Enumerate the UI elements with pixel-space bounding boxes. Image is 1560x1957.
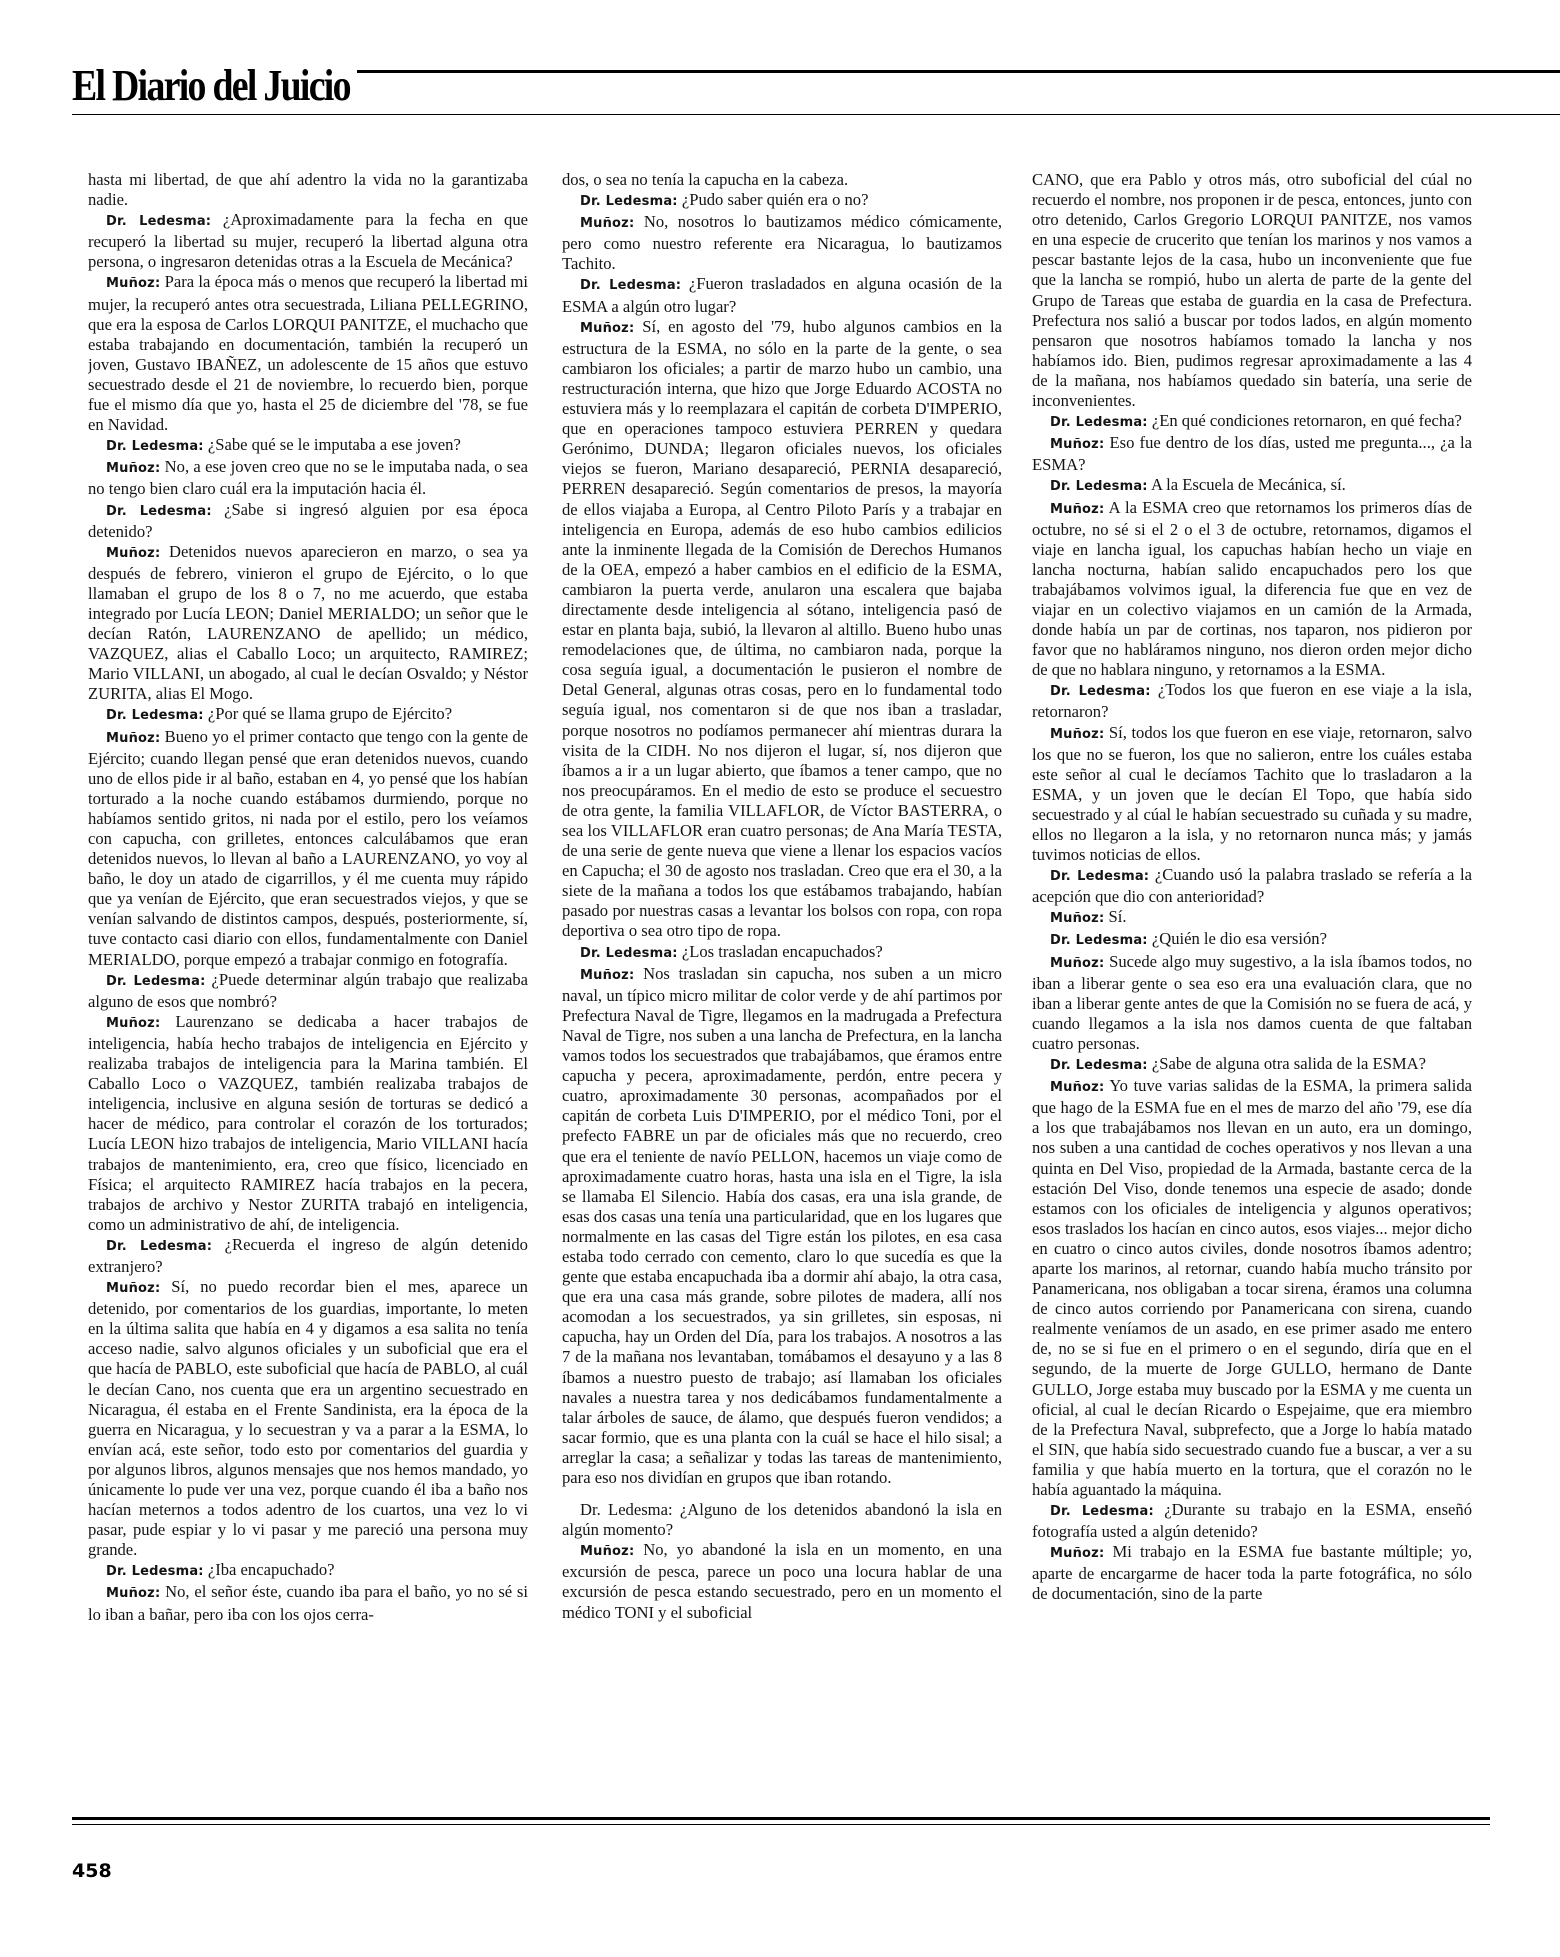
speaker-ledesma-label: Dr. Ledesma: [580, 945, 678, 961]
paragraph-text: Laurenzano se dedicaba a hacer trabajos de inteligencia, había hecho trabajos de inteligencia en Ejército y realizaba trabajos de inteligencia para la Marina también. El Caballo Loco o VAZQUEZ, también realizaba trabajos de inteligencia, inclusive en alguna sesión de torturas se dedicó a hacer de médico, para controlar el corazón de los torturados; Lucía LEON hizo trabajos de inteligencia, Mario VILLANI hacía trabajos de mantenimiento, era, creo que físico, licenciado en Física; el arquitecto RAMIREZ hacía trabajos en la pecera, trabajos de archivo y Nestor ZURITA trabajó en inteligencia, como un administrativo de ahí, de inteligencia. [88, 1011, 528, 1234]
paragraph-text: No, nosotros lo bautizamos médico cómicamente, pero como nuestro referente era Nicaragua, lo bautizamos Tachito. [562, 212, 1002, 274]
speaker-munoz-label: Muñoz: [580, 320, 635, 336]
paragraph-text: ¿Por qué se llama grupo de Ejército? [207, 704, 453, 724]
paragraph-text: A la ESMA creo que retornamos los primeros días de octubre, no sé si el 2 o el 3 de octubre, retornamos, digamos el viaje en lancha igual, los capuchas habían hecho un viaje en lancha nocturna, habían salido encapuchados pero los que trabajábamos volvimos igual, la diferencia fue que en vez de viajar en un colectivo viajamos en un camión de la Armada, donde había un par de cortinas, nos taparon, nos pidieron por favor que no habláramos ninguno, nos dieron orden mejor dicho de que no hablara ninguno, y retornamos a la ESMA. [1032, 497, 1472, 680]
speaker-munoz-label: Muñoz: [106, 545, 161, 561]
speaker-munoz-label: Muñoz: [1050, 501, 1105, 517]
answer-paragraph [562, 317, 1002, 942]
question-paragraph [1032, 680, 1472, 722]
answer-paragraph [1032, 907, 1472, 929]
publication-title: El Diario del Juicio [72, 61, 350, 110]
paragraph-text: No, yo abandoné la isla en un momento, en una excursión de pesca, parece un poco una locura hablar de una excursión de pesca estando secuestrado, pero en un momento el médico TONI y el suboficial [562, 1540, 1002, 1622]
speaker-ledesma-label: Dr. Ledesma: [1050, 1058, 1148, 1074]
footer-rule-thin [72, 1824, 1490, 1825]
question-paragraph [88, 704, 528, 726]
continued-paragraph [1032, 170, 1472, 411]
answer-paragraph [88, 457, 528, 499]
paragraph-text: Nos trasladan sin capucha, nos suben a un micro naval, un típico micro militar de color verde y de ahí partimos por Prefectura Naval de Tigre, llegamos en la madrugada a Prefectura Naval de Tigre, nos suben a una lancha de Prefectura, en la lancha vamos todos los secuestrados que trabajábamos, que éramos entre capucha y pecera, aproximadamente, perdón, entre pecera y cuatro, aproximadamente 30 personas, acompañados por el capitán de corbeta Luis D'IMPERIO, por el médico Toni, por el prefecto FABRE un par de oficiales más que no recuerdo, creo que era el teniente de navío PELLON, hacemos un viaje como de aproximadamente cuatro horas, hasta una isla en el Tigre, la isla se llamaba El Silencio. Había dos casas, era una isla grande, de esas dos casas una tenía una particularidad, que en los lugares que normalmente en las casas del Tigre están los pilotes, en esa casa estaba todo cerrado con cemento, claro lo que sucedía es que la gente que estaba encapuchada iba a dormir ahí abajo, la otra casa, que era una casa más grande, sobre pilotes de madera, allí nos acomodan a los secuestrados, ya sin grilletes, sin esposas, ni capucha, hay un Orden del Día, para los trabajos. A nosotros a las 7 de la mañana nos levantaban, tomábamos el desayuno y a las 8 íbamos a nuestro puesto de trabajo; así llamaban los oficiales navales a nuestra tarea y nos dedicábamos fundamentalmente a talar árboles de sauce, de álamo, que después fueron vendidos; a sacar formio, que es una planta con la cuál se hace el hilo sisal; a arreglar la casa; a señalizar y todas las tareas de mantenimiento, para eso nos dividían en grupos que iban rotando. [562, 963, 1002, 1487]
answer-paragraph [1032, 1076, 1472, 1500]
paragraph-text: ¿Aproximadamente para la fecha en que recuperó la libertad su mujer, recuperó la libertad alguna otra persona, o ingresaron detenidas otras a la Escuela de Mecánica? [88, 210, 528, 272]
question-paragraph [1032, 865, 1472, 907]
question-paragraph [1032, 1054, 1472, 1076]
answer-paragraph [88, 1277, 528, 1560]
speaker-ledesma-label: Dr. Ledesma: [106, 503, 212, 519]
speaker-ledesma-label: Dr. Ledesma: [106, 214, 212, 230]
speaker-munoz-label: Muñoz: [1050, 911, 1105, 927]
article-column-2 [562, 170, 1002, 1780]
paragraph-text: Sí. [1108, 907, 1127, 927]
answer-paragraph [562, 212, 1002, 274]
question-paragraph [1032, 475, 1472, 497]
paragraph-text: ¿Iba encapuchado? [207, 1560, 335, 1580]
answer-paragraph [1032, 1542, 1472, 1604]
paragraph-text: ¿Quién le dio esa versión? [1151, 929, 1327, 949]
continued-paragraph [88, 170, 528, 210]
speaker-ledesma-label: Dr. Ledesma: [1050, 1504, 1154, 1520]
speaker-ledesma-label: Dr. Ledesma: [580, 194, 678, 210]
question-paragraph [562, 274, 1002, 316]
paragraph-text: ¿Durante su trabajo en la ESMA, enseñó fotografía usted a algún detenido? [1032, 1500, 1472, 1542]
answer-paragraph [1032, 498, 1472, 681]
paragraph-text: A la Escuela de Mecánica, sí. [1150, 475, 1346, 495]
question-paragraph [562, 942, 1002, 964]
question-paragraph [562, 190, 1002, 212]
answer-paragraph [562, 1540, 1002, 1622]
paragraph-text: dos, o sea no tenía la capucha en la cabeza. [562, 170, 849, 189]
speaker-munoz-label: Muñoz: [1050, 437, 1105, 453]
paragraph-text: ¿En qué condiciones retornaron, en qué fecha? [1151, 411, 1462, 431]
answer-paragraph [562, 964, 1002, 1488]
speaker-munoz-label: Muñoz: [106, 461, 161, 477]
question-paragraph [1032, 929, 1472, 951]
continued-paragraph [562, 170, 1002, 190]
speaker-munoz-label: Muñoz: [106, 730, 161, 746]
question-paragraph [88, 500, 528, 542]
answer-paragraph [1032, 723, 1472, 866]
speaker-munoz-label: Muñoz: [106, 1281, 161, 1297]
paragraph-text: ¿Sabe si ingresó alguien por esa época detenido? [88, 499, 528, 541]
paragraph-text: ¿Los trasladan encapuchados? [681, 941, 883, 961]
answer-paragraph [88, 727, 528, 970]
speaker-munoz-label: Muñoz: [106, 276, 161, 292]
question-paragraph [1032, 1500, 1472, 1542]
paragraph-text: ¿Fueron trasladados en alguna ocasión de la ESMA a algún otro lugar? [562, 274, 1002, 316]
speaker-ledesma-label: Dr. Ledesma: [106, 439, 204, 455]
speaker-munoz-label: Muñoz: [580, 1544, 635, 1560]
masthead-bottom-rule [72, 114, 1560, 115]
speaker-munoz-label: Muñoz: [1050, 726, 1105, 742]
answer-paragraph [1032, 433, 1472, 475]
paragraph-text: ¿Pudo saber quién era o no? [681, 190, 869, 210]
paragraph-text: Dr. Ledesma: ¿Alguno de los detenidos abandonó la isla en algún momento? [562, 1500, 1002, 1540]
speaker-ledesma-label: Dr. Ledesma: [1050, 479, 1148, 495]
paragraph-text: ¿Sabe qué se le imputaba a ese joven? [207, 435, 461, 455]
speaker-ledesma-label: Dr. Ledesma: [1050, 684, 1151, 700]
speaker-munoz-label: Muñoz: [1050, 1546, 1105, 1562]
paragraph-text: ¿Todos los que fueron en ese viaje a la isla, retornaron? [1032, 680, 1472, 722]
speaker-ledesma-label: Dr. Ledesma: [106, 1564, 204, 1580]
speaker-ledesma-label: Dr. Ledesma: [1050, 933, 1148, 949]
question-paragraph [88, 1560, 528, 1582]
answer-paragraph [1032, 952, 1472, 1054]
paragraph-text: Sucede algo muy sugestivo, a la isla íbamos todos, no iban a liberar gente o sea eso era una evaluación clara, que no iban a liberar gente antes de que la Comisión no se fuera de acá, y cuando llegamos a la isla nos damos cuenta de que faltaban cuatro personas. [1032, 951, 1472, 1053]
masthead-top-rule [357, 70, 1560, 73]
speaker-ledesma-label: Dr. Ledesma: [106, 1238, 213, 1254]
question-paragraph [88, 1235, 528, 1277]
speaker-ledesma-label: Dr. Ledesma: [106, 973, 206, 989]
paragraph-text: No, el señor éste, cuando iba para el baño, yo no sé si lo iban a bañar, pero iba con los ojos cerra- [88, 1582, 528, 1624]
question-paragraph [1032, 411, 1472, 433]
paragraph-text: Sí, no puedo recordar bien el mes, aparece un detenido, por comentarios de los guardias, importante, lo meten en la última salita que había en 4 y digamos a esa salita no tenía acceso nadie, salvo algunos oficiales y un suboficial que era el que hacía de PABLO, este suboficial que hacía de PABLO, al cuál le decían Cano, nos cuenta que era un argentino secuestrado en Nicaragua, él estaba en el Frente Sandinista, era la época de la guerra en Nicaragua, y lo secuestran y va a parar a la ESMA, lo envían acá, este señor, todo esto por comentarios del guardia y por algunos libros, algunos mensajes que nos hemos mandado, yo únicamente lo pude ver una vez, porque cuando él iba a baño nos hacían meternos a todos adentro de los cuartos, una vez lo vi pasar, pude espiar y lo vi pasar y me pareció una persona muy grande. [88, 1277, 528, 1560]
question-paragraph [88, 970, 528, 1012]
speaker-munoz-label: Muñoz: [1050, 955, 1105, 971]
paragraph-text: Sí, en agosto del '79, hubo algunos cambios en la estructura de la ESMA, no sólo en la parte de la gente, o sea cambiaron los oficiales; a partir de marzo hubo un cambio, una restructuración interna, que hizo que Jorge Eduardo ACOSTA no estuviera más y lo reemplazara el capitán de corbeta D'IMPERIO, que en operaciones tampoco estuviera PERREN y quedara Gerónimo, DUNDA; llegaron oficiales nuevos, los oficiales viejos se fueron, Mariano desapareció, PERNIA desapareció, PERREN desapareció. Según comentarios de presos, la mayoría de ellos viajaba a Europa, al Centro Piloto París y a trabajar en inteligencia en Europa, además de eso hubo cambios edilicios ante la inminente llegada de la Comisión de Derechos Humanos de la OEA, empezó a haber cambios en el edificio de la ESMA, cambiaron la puerta verde, anularon una escalera que bajaba directamente desde inteligencia al sótano, inteligencia pasó de estar en planta baja, subió, la llevaron al altillo. Bueno hubo unas remodelaciones que, de última, no cambiaron nada, porque la cosa seguía igual, a documentación le pusieron el nombre de Detal General, algunas otras cosas, pero en lo fundamental todo seguía igual, nos comentaron si de que nos iban a trasladar, porque nosotros no podíamos permanecer ahí mientras durara la visita de la CIDH. No nos dijeron el lugar, sí, nos dijeron que íbamos a ir a un lugar abierto, que íbamos a tener campo, que no nos preocupáramos. En el medio de esto se produce el secuestro de otra gente, la familia VILLAFLOR, de Víctor BASTERRA, o sea los VILLAFLOR eran cuatro personas; de Ana María TESTA, de una serie de gente nueva que viene a llenar los espacios vacíos en Capucha; el 30 de agosto nos trasladan. Creo que era el 30, a la siete de la mañana a todos los que estábamos trabajando, habían pasado por nuestras casas a levantar los bolsos con ropa, con ropa deportiva o sea otro tipo de ropa. [562, 316, 1002, 941]
paragraph-text: hasta mi libertad, de que ahí adentro la vida no la garantizaba nadie. [88, 170, 528, 210]
paragraph-text: Para la época más o menos que recuperó la libertad mi mujer, la recuperó antes otra secuestrada, Liliana PELLEGRINO, que era la esposa de Carlos LORQUI PANITZE, el muchacho que estaba trabajando en documentación, también la recuperó un joven, Gustavo IBAÑEZ, un adolescente de 15 años que estuvo secuestrado desde el 21 de noviembre, lo recuerdo bien, porque fue el mismo día que yo, hasta el 25 de diciembre del '78, se fue en Navidad. [88, 272, 528, 435]
paragraph-text: ¿Puede determinar algún trabajo que realizaba alguno de esos que nombró? [88, 969, 528, 1011]
speaker-ledesma-label: Dr. Ledesma: [106, 708, 204, 724]
speaker-munoz-label: Muñoz: [106, 1015, 161, 1031]
paragraph-text: Detenidos nuevos aparecieron en marzo, o sea ya después de febrero, vinieron el grupo de Ejército, o lo que llamaban el grupo de los 8 o 7, no me acuerdo, que estaba integrado por Lucía LEON; Daniel MERIALDO; un señor que le decían Ratón, LAURENZANO de apellido; un médico, VAZQUEZ, alias el Caballo Loco; un arquitecto, RAMIREZ; Mario VILLANI, un abogado, al cual le decían Osvaldo; y Néstor ZURITA, alias El Mogo. [88, 541, 528, 704]
masthead [72, 48, 1560, 128]
article-column-3 [1032, 170, 1472, 1780]
paragraph-text: Sí, todos los que fueron en ese viaje, retornaron, salvo los que no se fueron, los que no salieron, entre los cuáles estaba este señor al cual le decíamos Tachito que lo trasladaron a la ESMA, y un joven que le decían El Topo, que había sido secuestrado y al cúal le habían secuestrado su cuñada y su madre, ellos no llegaron a la isla, y no retornaron nunca más; y jamás tuvimos noticias de ellos. [1032, 722, 1472, 865]
paragraph-text: Mi trabajo en la ESMA fue bastante múltiple; yo, aparte de encargarme de hacer toda la parte fotográfica, no sólo de documentación, sino de la parte [1032, 1542, 1472, 1604]
paragraph-text: ¿Cuando usó la palabra traslado se refería a la acepción que dio con anterioridad? [1032, 865, 1472, 907]
answer-paragraph [88, 542, 528, 705]
question-paragraph [88, 435, 528, 457]
paragraph-text: Bueno yo el primer contacto que tengo con la gente de Ejército; cuando llegan pensé que eran detenidos nuevos, cuando uno de ellos pide ir al baño, estaban en 4, yo pensé que los habían torturado a la noche cuando estábamos durmiendo, porque no habíamos sentido gritos, ni nada por el estilo, pero los veíamos con capucha, con grilletes, entonces calculábamos que eran detenidos nuevos, lo llevan al baño a LAURENZANO, yo voy al baño, le doy un atado de cigarrillos, y él me cuenta muy rápido que ya venían de Ejército, que eran secuestrados viejos, y que se venían salvando de distintos campos, después, posteriormente, sí, tuve contacto casi diario con ellos, fundamentalmente con Daniel MERIALDO, porque empezó a trabajar conmigo en fotografía. [88, 726, 528, 969]
speaker-ledesma-label: Dr. Ledesma: [1050, 869, 1150, 885]
speaker-munoz-label: Muñoz: [580, 967, 635, 983]
answer-paragraph [88, 272, 528, 435]
article-column-1 [88, 170, 528, 1780]
question-paragraph [562, 1500, 1002, 1540]
paragraph-text: ¿Sabe de alguna otra salida de la ESMA? [1151, 1054, 1427, 1074]
speaker-munoz-label: Muñoz: [1050, 1080, 1105, 1096]
speaker-ledesma-label: Dr. Ledesma: [580, 278, 682, 294]
speaker-munoz-label: Muñoz: [106, 1586, 161, 1602]
answer-paragraph [88, 1582, 528, 1624]
paragraph-text: Eso fue dentro de los días, usted me pregunta..., ¿a la ESMA? [1032, 433, 1472, 475]
speaker-ledesma-label: Dr. Ledesma: [1050, 415, 1148, 431]
paragraph-text: CANO, que era Pablo y otros más, otro suboficial del cúal no recuerdo el nombre, nos proponen ir de pesca, entonces, junto con otro detenido, Carlos Gregorio LORQUI PANITZE, nos vamos en una especie de crucerito que tenían los marinos y nos vamos a pescar bastante lejos de la casa, hubo un inconveniente que fue que la lancha se rompió, hubo un alerta de parte de la gente del Grupo de Tareas que estaba de guardia en la casa de Prefectura. Prefectura nos salió a buscar por todos lados, en algún momento pensaron que nosotros habíamos tomado la lancha y nos habíamos ido. Bien, pudimos regresar aproximadamente a las 4 de la mañana, nos habíamos quedado sin batería, una serie de inconvenientes. [1032, 170, 1472, 411]
paragraph-text: No, a ese joven creo que no se le imputaba nada, o sea no tengo bien claro cuál era la imputación hacia él. [88, 457, 528, 499]
speaker-munoz-label: Muñoz: [580, 216, 635, 232]
paragraph-text: Yo tuve varias salidas de la ESMA, la primera salida que hago de la ESMA fue en el mes de marzo del año '79, ese día a los que trabajábamos nos llevan en un auto, era un domingo, nos suben a una cantidad de coches operativos y nos llevan a una quinta en Del Viso, propiedad de la Armada, bastante cerca de la estación Del Viso, donde tenemos una especie de asado; donde estamos con los oficiales de inteligencia y algunos operativos; esos traslados los hacían en cinco autos, esos viajes... mejor dicho en cuatro o cinco autos civiles, donde nosotros íbamos adentro; aparte los marinos, al retornar, cuando había mucho tránsito por Panamericana, nos obligaban a tocar sirena, éramos una columna de cinco autos corriendo por Panamericana con sirena, cuando realmente veníamos de un asado, en ese primer asado me entero de, no se si fue en el primero o en el segundo, diría que en el segundo, de la muerte de Jorge GULLO, hermano de Dante GULLO, Jorge estaba muy buscado por la ESMA y me cuenta un oficial, al cual le decían Ricardo o Espejaime, que era miembro de la Prefectura Naval, subprefecto, que a Jorge lo había matado el SIN, que había sido secuestrado cuando fue a buscar, a ver a su familia y que había muerto en la tortura, que el corazón no le había aguantado la máquina. [1032, 1076, 1472, 1499]
page-number: 458 [72, 1860, 112, 1882]
answer-paragraph [88, 1012, 528, 1235]
footer-rule-thick [72, 1817, 1490, 1820]
paragraph-text: ¿Recuerda el ingreso de algún detenido extranjero? [88, 1234, 528, 1276]
question-paragraph [88, 210, 528, 272]
